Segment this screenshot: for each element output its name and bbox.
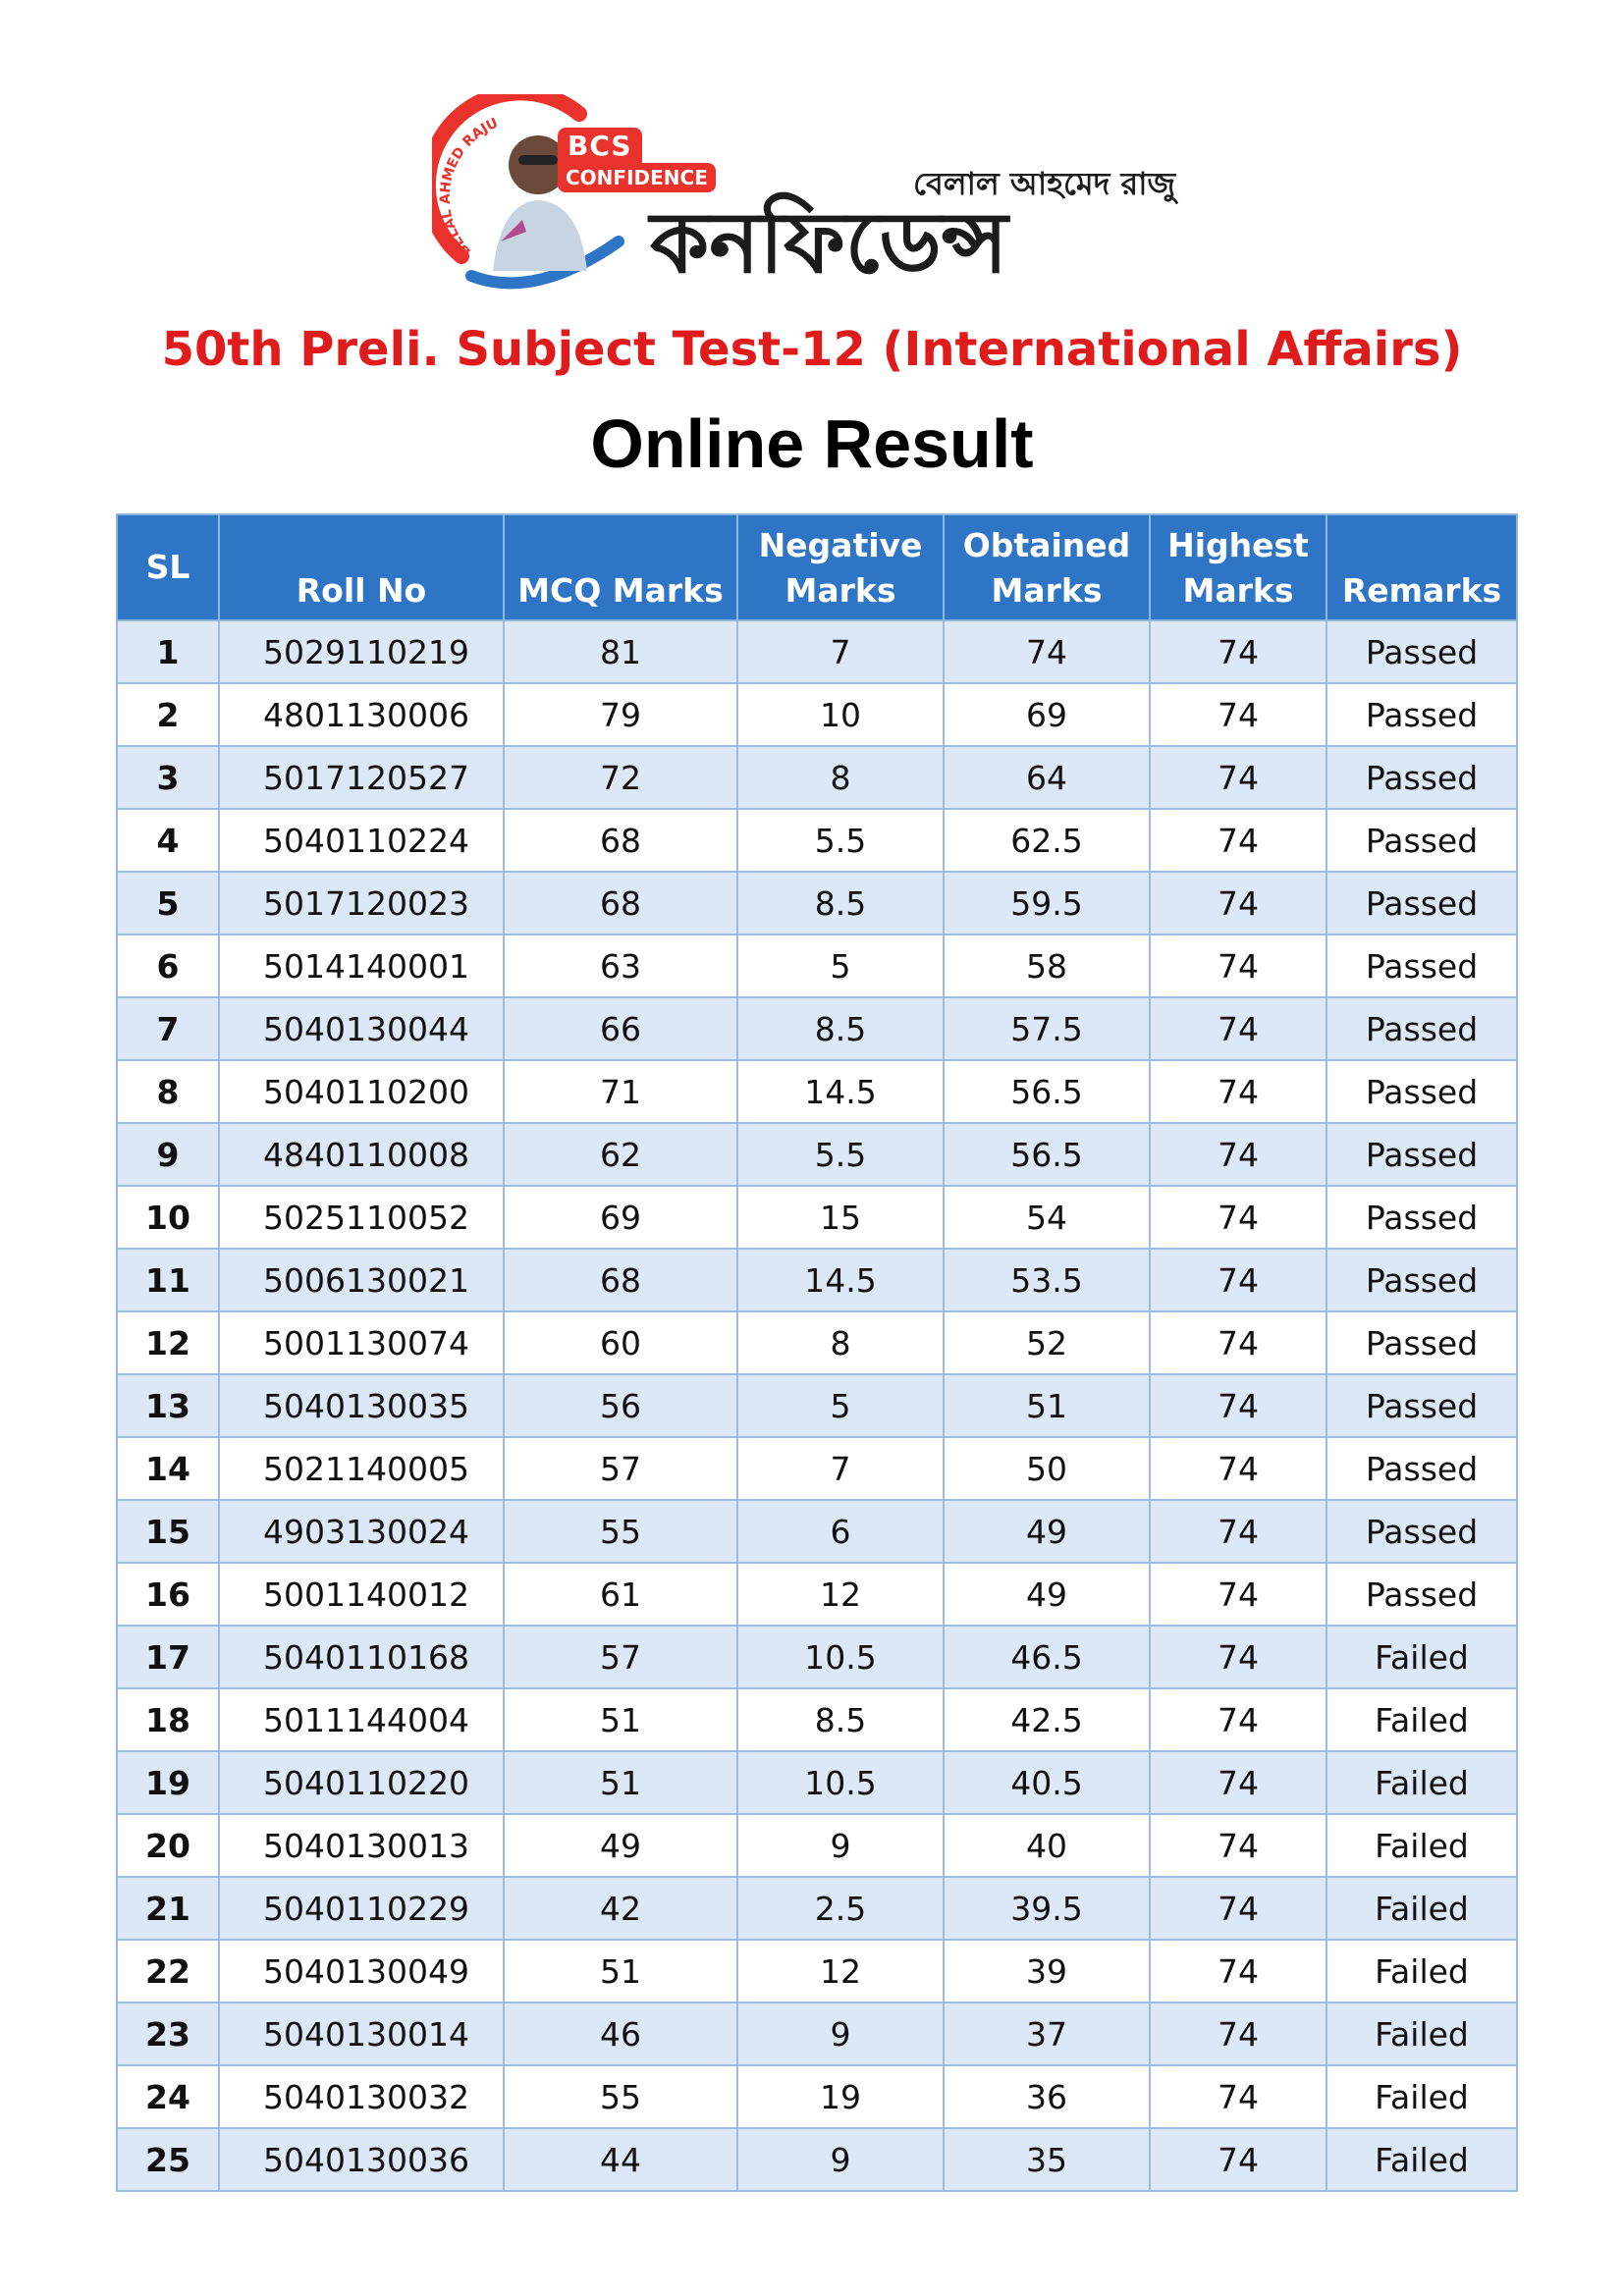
cell-roll-no: 5040110229: [219, 1877, 504, 1940]
cell-mcq-marks: 79: [504, 683, 737, 746]
table-row: [117, 620, 1517, 683]
cell-sl: 17: [117, 1626, 219, 1688]
cell-obtained-marks: 46.5: [944, 1626, 1150, 1688]
cell-mcq-marks: 42: [504, 1877, 737, 1940]
cell-negative-marks: 5.5: [737, 809, 944, 872]
header-obtained-line1: Obtained: [962, 526, 1131, 564]
cell-mcq-marks: 49: [504, 1814, 737, 1877]
cell-negative-marks: 7: [737, 620, 944, 683]
cell-remarks: Passed: [1326, 934, 1517, 997]
cell-sl: 21: [117, 1877, 219, 1940]
cell-roll-no: 5029110219: [219, 620, 504, 683]
cell-roll-no: 5017120023: [219, 872, 504, 934]
table-header-row: [117, 514, 1517, 620]
header-mcq-marks: MCQ Marks: [504, 514, 737, 620]
cell-remarks: Passed: [1326, 1311, 1517, 1374]
cell-sl: 24: [117, 2065, 219, 2128]
cell-highest-marks: 74: [1150, 683, 1326, 746]
cell-negative-marks: 7: [737, 1437, 944, 1500]
cell-mcq-marks: 51: [504, 1940, 737, 2002]
cell-sl: 4: [117, 809, 219, 872]
cell-sl: 3: [117, 746, 219, 809]
table-row: [117, 1060, 1517, 1123]
cell-obtained-marks: 58: [944, 934, 1150, 997]
cell-sl: 12: [117, 1311, 219, 1374]
table-row: [117, 1311, 1517, 1374]
cell-obtained-marks: 53.5: [944, 1249, 1150, 1311]
cell-remarks: Passed: [1326, 1186, 1517, 1249]
table-row: [117, 1626, 1517, 1688]
cell-highest-marks: 74: [1150, 1877, 1326, 1940]
cell-remarks: Passed: [1326, 997, 1517, 1060]
cell-obtained-marks: 62.5: [944, 809, 1150, 872]
table-row: [117, 1751, 1517, 1814]
cell-roll-no: 5040130035: [219, 1374, 504, 1437]
table-row: [117, 1940, 1517, 2002]
cell-sl: 2: [117, 683, 219, 746]
cell-negative-marks: 2.5: [737, 1877, 944, 1940]
cell-remarks: Failed: [1326, 1877, 1517, 1940]
cell-negative-marks: 8: [737, 1311, 944, 1374]
cell-negative-marks: 6: [737, 1500, 944, 1563]
cell-mcq-marks: 44: [504, 2128, 737, 2191]
cell-roll-no: 5040110168: [219, 1626, 504, 1688]
table-row: [117, 1500, 1517, 1563]
cell-highest-marks: 74: [1150, 2002, 1326, 2065]
logo-brand-name: কনফিডেন্স: [650, 194, 1008, 293]
cell-negative-marks: 9: [737, 2002, 944, 2065]
cell-remarks: Failed: [1326, 1626, 1517, 1688]
cell-mcq-marks: 51: [504, 1688, 737, 1751]
header-highest-marks: [1150, 514, 1326, 620]
cell-roll-no: 5040130036: [219, 2128, 504, 2191]
cell-mcq-marks: 68: [504, 1249, 737, 1311]
cell-roll-no: 4840110008: [219, 1123, 504, 1186]
cell-obtained-marks: 36: [944, 2065, 1150, 2128]
cell-mcq-marks: 60: [504, 1311, 737, 1374]
header-negative-line1: Negative: [758, 526, 923, 564]
cell-highest-marks: 74: [1150, 1186, 1326, 1249]
cell-roll-no: 5040130013: [219, 1814, 504, 1877]
cell-roll-no: 5001130074: [219, 1311, 504, 1374]
cell-remarks: Passed: [1326, 1500, 1517, 1563]
table-row: [117, 1123, 1517, 1186]
logo-ring-text: BELAL AHMED RAJU: [437, 115, 501, 259]
cell-roll-no: 5040110220: [219, 1751, 504, 1814]
cell-obtained-marks: 42.5: [944, 1688, 1150, 1751]
cell-negative-marks: 8.5: [737, 997, 944, 1060]
cell-remarks: Failed: [1326, 1751, 1517, 1814]
cell-sl: 22: [117, 1940, 219, 2002]
cell-obtained-marks: 59.5: [944, 872, 1150, 934]
cell-sl: 14: [117, 1437, 219, 1500]
cell-remarks: Passed: [1326, 620, 1517, 683]
cell-roll-no: 5011144004: [219, 1688, 504, 1751]
cell-highest-marks: 74: [1150, 934, 1326, 997]
cell-mcq-marks: 56: [504, 1374, 737, 1437]
table-row: [117, 1563, 1517, 1626]
cell-obtained-marks: 39: [944, 1940, 1150, 2002]
logo-author-name: বেলাল আহমেদ রাজু: [913, 165, 1176, 202]
logo-bcs-label: BCS: [558, 128, 642, 164]
cell-negative-marks: 8: [737, 746, 944, 809]
cell-sl: 9: [117, 1123, 219, 1186]
table-row: [117, 809, 1517, 872]
cell-obtained-marks: 52: [944, 1311, 1150, 1374]
cell-remarks: Passed: [1326, 1437, 1517, 1500]
table-row: [117, 2065, 1517, 2128]
cell-mcq-marks: 51: [504, 1751, 737, 1814]
cell-sl: 6: [117, 934, 219, 997]
cell-mcq-marks: 55: [504, 1500, 737, 1563]
cell-negative-marks: 8.5: [737, 1688, 944, 1751]
cell-roll-no: 5040130049: [219, 1940, 504, 2002]
cell-negative-marks: 10: [737, 683, 944, 746]
cell-mcq-marks: 81: [504, 620, 737, 683]
cell-highest-marks: 74: [1150, 997, 1326, 1060]
cell-mcq-marks: 57: [504, 1626, 737, 1688]
brand-logo: [432, 94, 1208, 300]
cell-highest-marks: 74: [1150, 1437, 1326, 1500]
table-row: [117, 2128, 1517, 2191]
cell-mcq-marks: 62: [504, 1123, 737, 1186]
cell-obtained-marks: 37: [944, 2002, 1150, 2065]
page-title: 50th Preli. Subject Test-12 (International Affairs): [161, 322, 1463, 377]
cell-sl: 7: [117, 997, 219, 1060]
cell-mcq-marks: 63: [504, 934, 737, 997]
cell-mcq-marks: 69: [504, 1186, 737, 1249]
header-negative-line2: Marks: [785, 571, 896, 610]
cell-obtained-marks: 50: [944, 1437, 1150, 1500]
cell-negative-marks: 14.5: [737, 1249, 944, 1311]
cell-remarks: Passed: [1326, 1249, 1517, 1311]
table-row: [117, 1186, 1517, 1249]
table-row: [117, 2002, 1517, 2065]
cell-highest-marks: 74: [1150, 1249, 1326, 1311]
cell-mcq-marks: 61: [504, 1563, 737, 1626]
cell-obtained-marks: 39.5: [944, 1877, 1150, 1940]
cell-remarks: Failed: [1326, 1940, 1517, 2002]
cell-highest-marks: 74: [1150, 620, 1326, 683]
cell-negative-marks: 8.5: [737, 872, 944, 934]
cell-mcq-marks: 55: [504, 2065, 737, 2128]
cell-obtained-marks: 56.5: [944, 1123, 1150, 1186]
cell-sl: 13: [117, 1374, 219, 1437]
header-highest-line2: Marks: [1182, 571, 1294, 610]
table-row: [117, 1688, 1517, 1751]
logo-confidence-label: CONFIDENCE: [558, 163, 716, 192]
cell-obtained-marks: 49: [944, 1563, 1150, 1626]
cell-sl: 20: [117, 1814, 219, 1877]
cell-remarks: Passed: [1326, 746, 1517, 809]
cell-negative-marks: 14.5: [737, 1060, 944, 1123]
cell-mcq-marks: 68: [504, 809, 737, 872]
cell-remarks: Failed: [1326, 2065, 1517, 2128]
cell-roll-no: 5040130044: [219, 997, 504, 1060]
cell-remarks: Failed: [1326, 1814, 1517, 1877]
cell-negative-marks: 5.5: [737, 1123, 944, 1186]
header-roll-no: Roll No: [219, 514, 504, 620]
cell-obtained-marks: 74: [944, 620, 1150, 683]
cell-remarks: Passed: [1326, 872, 1517, 934]
cell-negative-marks: 10.5: [737, 1751, 944, 1814]
header-sl: SL: [117, 514, 219, 620]
cell-obtained-marks: 49: [944, 1500, 1150, 1563]
cell-roll-no: 5006130021: [219, 1249, 504, 1311]
cell-mcq-marks: 68: [504, 872, 737, 934]
page-subtitle: Online Result: [590, 405, 1034, 482]
cell-highest-marks: 74: [1150, 1814, 1326, 1877]
cell-negative-marks: 9: [737, 2128, 944, 2191]
cell-roll-no: 5040130032: [219, 2065, 504, 2128]
cell-roll-no: 4801130006: [219, 683, 504, 746]
table-row: [117, 1437, 1517, 1500]
header-negative-marks: [737, 514, 944, 620]
cell-highest-marks: 74: [1150, 1500, 1326, 1563]
cell-remarks: Passed: [1326, 809, 1517, 872]
cell-mcq-marks: 57: [504, 1437, 737, 1500]
cell-highest-marks: 74: [1150, 1060, 1326, 1123]
cell-sl: 5: [117, 872, 219, 934]
cell-highest-marks: 74: [1150, 1751, 1326, 1814]
cell-obtained-marks: 40: [944, 1814, 1150, 1877]
cell-sl: 23: [117, 2002, 219, 2065]
table-row: [117, 872, 1517, 934]
cell-obtained-marks: 40.5: [944, 1751, 1150, 1814]
cell-sl: 25: [117, 2128, 219, 2191]
table-row: [117, 934, 1517, 997]
cell-mcq-marks: 71: [504, 1060, 737, 1123]
cell-highest-marks: 74: [1150, 1563, 1326, 1626]
cell-mcq-marks: 46: [504, 2002, 737, 2065]
cell-highest-marks: 74: [1150, 1940, 1326, 2002]
cell-roll-no: 5014140001: [219, 934, 504, 997]
cell-sl: 10: [117, 1186, 219, 1249]
table-row: [117, 1374, 1517, 1437]
cell-remarks: Failed: [1326, 2128, 1517, 2191]
cell-highest-marks: 74: [1150, 1688, 1326, 1751]
cell-highest-marks: 74: [1150, 2065, 1326, 2128]
cell-obtained-marks: 51: [944, 1374, 1150, 1437]
cell-obtained-marks: 64: [944, 746, 1150, 809]
cell-roll-no: 5021140005: [219, 1437, 504, 1500]
cell-sl: 1: [117, 620, 219, 683]
cell-highest-marks: 74: [1150, 1123, 1326, 1186]
header-highest-line1: Highest: [1167, 526, 1309, 564]
cell-highest-marks: 74: [1150, 872, 1326, 934]
table-row: [117, 683, 1517, 746]
cell-sl: 8: [117, 1060, 219, 1123]
cell-remarks: Failed: [1326, 2002, 1517, 2065]
cell-roll-no: 4903130024: [219, 1500, 504, 1563]
cell-negative-marks: 5: [737, 1374, 944, 1437]
cell-sl: 16: [117, 1563, 219, 1626]
header-obtained-marks: [944, 514, 1150, 620]
cell-sl: 11: [117, 1249, 219, 1311]
cell-sl: 15: [117, 1500, 219, 1563]
cell-remarks: Passed: [1326, 1123, 1517, 1186]
cell-mcq-marks: 66: [504, 997, 737, 1060]
cell-roll-no: 5040130014: [219, 2002, 504, 2065]
cell-obtained-marks: 57.5: [944, 997, 1150, 1060]
cell-negative-marks: 12: [737, 1563, 944, 1626]
cell-mcq-marks: 72: [504, 746, 737, 809]
cell-obtained-marks: 69: [944, 683, 1150, 746]
cell-highest-marks: 74: [1150, 809, 1326, 872]
cell-highest-marks: 74: [1150, 1374, 1326, 1437]
cell-roll-no: 5025110052: [219, 1186, 504, 1249]
header-obtained-line2: Marks: [991, 571, 1103, 610]
cell-remarks: Passed: [1326, 683, 1517, 746]
cell-highest-marks: 74: [1150, 1626, 1326, 1688]
cell-negative-marks: 19: [737, 2065, 944, 2128]
cell-roll-no: 5017120527: [219, 746, 504, 809]
cell-highest-marks: 74: [1150, 746, 1326, 809]
cell-highest-marks: 74: [1150, 2128, 1326, 2191]
cell-negative-marks: 9: [737, 1814, 944, 1877]
cell-negative-marks: 15: [737, 1186, 944, 1249]
results-table: [116, 513, 1518, 2192]
table-row: [117, 1814, 1517, 1877]
cell-negative-marks: 10.5: [737, 1626, 944, 1688]
cell-roll-no: 5040110200: [219, 1060, 504, 1123]
cell-roll-no: 5001140012: [219, 1563, 504, 1626]
cell-remarks: Passed: [1326, 1563, 1517, 1626]
cell-obtained-marks: 54: [944, 1186, 1150, 1249]
cell-remarks: Failed: [1326, 1688, 1517, 1751]
cell-highest-marks: 74: [1150, 1311, 1326, 1374]
cell-roll-no: 5040110224: [219, 809, 504, 872]
table-row: [117, 1249, 1517, 1311]
cell-remarks: Passed: [1326, 1374, 1517, 1437]
header-remarks: Remarks: [1326, 514, 1517, 620]
cell-sl: 18: [117, 1688, 219, 1751]
table-row: [117, 746, 1517, 809]
cell-negative-marks: 12: [737, 1940, 944, 2002]
cell-obtained-marks: 35: [944, 2128, 1150, 2191]
table-row: [117, 1877, 1517, 1940]
cell-negative-marks: 5: [737, 934, 944, 997]
cell-sl: 19: [117, 1751, 219, 1814]
cell-obtained-marks: 56.5: [944, 1060, 1150, 1123]
logo-badge-emblem: [432, 94, 638, 300]
cell-remarks: Passed: [1326, 1060, 1517, 1123]
table-row: [117, 997, 1517, 1060]
